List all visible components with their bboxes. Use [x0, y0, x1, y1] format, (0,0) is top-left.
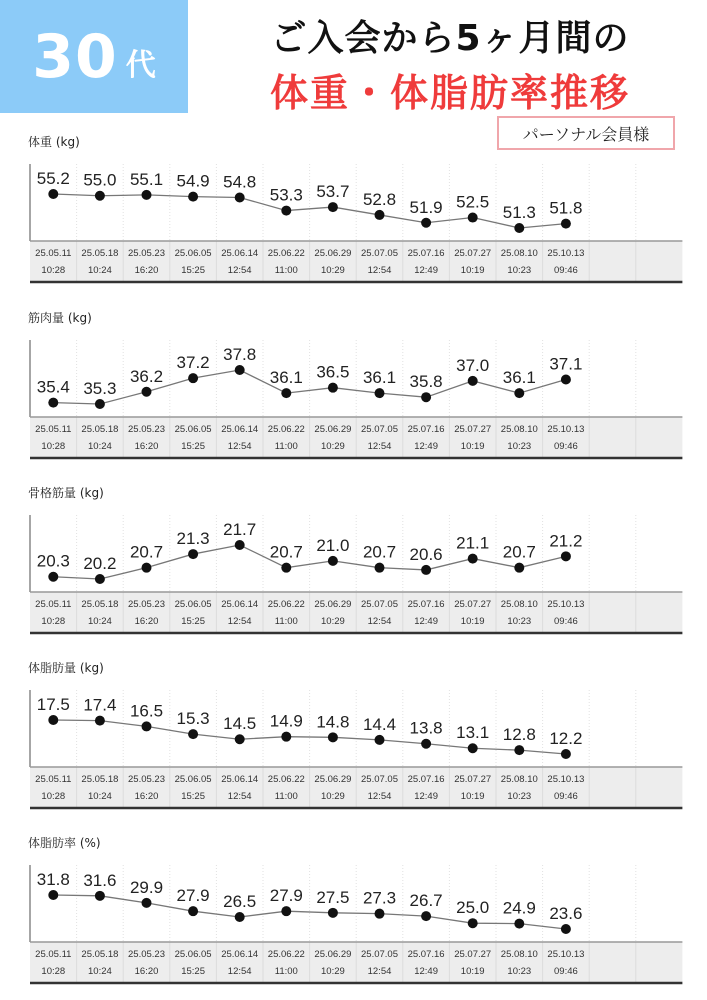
- data-point: [142, 898, 152, 908]
- x-tick-time: 11:00: [274, 441, 298, 452]
- data-point: [375, 563, 385, 573]
- data-point: [142, 387, 152, 397]
- x-tick-time: 15:25: [181, 616, 205, 627]
- data-label: 35.3: [83, 379, 117, 398]
- x-tick-time: 15:25: [181, 441, 205, 452]
- data-point: [48, 572, 58, 582]
- x-tick-date: 25.10.13: [547, 248, 585, 259]
- x-tick-date: 25.06.14: [221, 774, 259, 785]
- data-point: [95, 399, 105, 409]
- x-tick-date: 25.07.27: [454, 424, 492, 435]
- x-tick-time: 10:24: [88, 441, 112, 452]
- data-label: 24.9: [502, 898, 536, 918]
- data-point: [328, 908, 338, 918]
- data-point: [235, 365, 245, 375]
- data-label: 54.9: [176, 171, 210, 191]
- data-point: [235, 540, 245, 550]
- data-label: 53.7: [316, 182, 350, 202]
- age-group-badge: [0, 0, 188, 113]
- data-label: 27.5: [316, 887, 350, 907]
- data-point: [328, 202, 338, 212]
- x-tick-date: 25.06.22: [267, 599, 305, 610]
- data-point: [375, 210, 385, 220]
- x-tick-date: 25.05.11: [35, 424, 72, 435]
- data-label: 14.9: [269, 711, 303, 731]
- data-point: [421, 392, 431, 402]
- data-point: [421, 218, 431, 228]
- x-tick-date: 25.06.05: [174, 248, 212, 259]
- x-tick-time: 10:24: [88, 265, 112, 276]
- data-label: 55.1: [129, 169, 164, 189]
- data-label: 51.8: [549, 198, 583, 218]
- data-point: [468, 376, 478, 386]
- data-label: 36.2: [129, 366, 164, 386]
- x-tick-time: 12:54: [227, 966, 252, 977]
- x-tick-time: 10:19: [460, 441, 485, 452]
- data-label: 54.8: [223, 172, 257, 192]
- data-label: 15.3: [176, 709, 210, 729]
- x-tick-date: 25.06.14: [221, 424, 259, 435]
- data-label: 36.5: [316, 362, 350, 382]
- data-label: 20.7: [362, 542, 397, 562]
- x-tick-date: 25.06.05: [174, 774, 212, 785]
- chart-title: 骨格筋量 (kg): [28, 486, 104, 500]
- data-label: 27.9: [269, 886, 303, 906]
- data-label: 29.9: [129, 877, 164, 897]
- data-label: 52.8: [362, 189, 397, 209]
- x-tick-time: 16:20: [134, 791, 159, 802]
- data-point: [561, 375, 571, 385]
- x-tick-date: 25.06.22: [267, 248, 305, 259]
- x-tick-time: 12:49: [414, 966, 438, 977]
- line-chart: [0, 829, 707, 989]
- data-label: 31.8: [36, 870, 70, 889]
- data-label: 20.6: [409, 544, 443, 564]
- data-point: [468, 743, 478, 753]
- data-point: [561, 551, 571, 561]
- data-label: 20.2: [83, 554, 117, 573]
- data-point: [95, 191, 105, 201]
- chart-title: 体重 (kg): [28, 135, 80, 149]
- x-tick-time: 12:54: [227, 616, 252, 627]
- x-tick-date: 25.06.22: [267, 774, 305, 785]
- data-point: [328, 383, 338, 393]
- x-tick-time: 12:54: [227, 265, 252, 276]
- data-point: [514, 745, 524, 755]
- data-label: 12.8: [502, 725, 536, 745]
- data-point: [235, 192, 245, 202]
- x-tick-date: 25.10.13: [547, 424, 585, 435]
- x-tick-date: 25.06.14: [221, 248, 259, 259]
- x-tick-date: 25.05.18: [81, 424, 119, 435]
- x-tick-time: 11:00: [274, 791, 298, 802]
- x-tick-date: 25.06.05: [174, 424, 212, 435]
- line-chart: [0, 654, 707, 814]
- x-tick-date: 25.08.10: [500, 949, 538, 960]
- data-point: [235, 912, 245, 922]
- x-tick-date: 25.05.18: [81, 949, 119, 960]
- data-label: 26.5: [223, 891, 257, 911]
- x-tick-time: 16:20: [134, 441, 159, 452]
- x-tick-time: 12:54: [227, 791, 252, 802]
- x-tick-time: 12:54: [367, 616, 392, 627]
- data-label: 37.8: [223, 345, 257, 364]
- x-tick-time: 12:49: [414, 616, 438, 627]
- data-label: 55.2: [36, 169, 70, 188]
- data-label: 20.3: [36, 551, 70, 571]
- data-label: 12.2: [549, 729, 583, 748]
- x-tick-time: 12:49: [414, 791, 438, 802]
- x-tick-date: 25.05.11: [35, 248, 72, 259]
- data-point: [514, 919, 524, 929]
- x-tick-date: 25.08.10: [500, 599, 538, 610]
- data-point: [561, 219, 571, 229]
- data-label: 36.1: [502, 368, 536, 388]
- x-tick-date: 25.06.29: [314, 424, 352, 435]
- x-tick-time: 09:46: [554, 265, 578, 276]
- x-tick-time: 12:49: [414, 265, 438, 276]
- x-tick-date: 25.07.05: [361, 424, 398, 435]
- x-tick-time: 15:25: [181, 791, 205, 802]
- data-point: [468, 918, 478, 928]
- x-tick-date: 25.06.29: [314, 949, 352, 960]
- data-label: 16.5: [129, 701, 164, 721]
- x-tick-time: 12:54: [367, 265, 392, 276]
- x-tick-time: 09:46: [554, 616, 578, 627]
- data-point: [514, 223, 524, 233]
- age-number: 30: [32, 21, 118, 92]
- x-tick-time: 10:29: [321, 966, 345, 977]
- x-tick-date: 25.07.27: [454, 248, 492, 259]
- data-label: 37.0: [456, 355, 490, 375]
- data-point: [561, 749, 571, 759]
- x-tick-time: 10:28: [41, 616, 66, 627]
- x-tick-time: 15:25: [181, 265, 205, 276]
- data-point: [48, 890, 58, 900]
- data-label: 51.3: [502, 203, 536, 222]
- x-tick-time: 10:23: [507, 441, 532, 452]
- x-tick-date: 25.10.13: [547, 599, 585, 610]
- data-point: [468, 554, 478, 564]
- x-tick-date: 25.06.29: [314, 599, 352, 610]
- data-label: 55.0: [83, 170, 117, 190]
- x-tick-date: 25.06.14: [221, 599, 259, 610]
- data-point: [188, 549, 198, 559]
- x-tick-date: 25.06.29: [314, 774, 352, 785]
- page-title-line1: ご入会から5ヶ月間の: [270, 18, 630, 59]
- data-label: 27.9: [176, 886, 210, 906]
- x-tick-date: 25.05.23: [128, 774, 165, 785]
- data-label: 35.8: [409, 372, 443, 392]
- x-tick-time: 10:23: [507, 791, 532, 802]
- data-point: [188, 192, 198, 202]
- data-label: 20.7: [129, 542, 164, 562]
- x-tick-date: 25.05.23: [128, 599, 165, 610]
- x-tick-time: 12:54: [227, 441, 252, 452]
- data-label: 27.3: [362, 888, 397, 908]
- data-point: [95, 574, 105, 584]
- page-title-line2: 体重・体脂肪率推移: [269, 71, 630, 115]
- data-label: 17.5: [36, 695, 70, 714]
- data-label: 17.4: [83, 695, 117, 715]
- x-tick-date: 25.05.23: [128, 949, 165, 960]
- data-point: [95, 716, 105, 726]
- data-label: 20.7: [269, 542, 303, 562]
- x-tick-time: 12:54: [367, 441, 392, 452]
- x-tick-date: 25.05.11: [35, 949, 72, 960]
- x-tick-time: 10:29: [321, 441, 345, 452]
- x-tick-date: 25.05.11: [35, 599, 72, 610]
- data-label: 21.7: [223, 520, 257, 539]
- x-tick-time: 11:00: [274, 616, 298, 627]
- data-point: [281, 206, 291, 216]
- chart-title: 体脂肪量 (kg): [28, 661, 104, 675]
- x-tick-date: 25.05.11: [35, 774, 72, 785]
- data-point: [142, 190, 152, 200]
- x-tick-date: 25.07.27: [454, 599, 492, 610]
- data-point: [142, 721, 152, 731]
- x-tick-time: 09:46: [554, 791, 578, 802]
- chart-title: 筋肉量 (kg): [28, 311, 92, 325]
- data-label: 37.1: [549, 354, 583, 374]
- data-label: 21.1: [456, 533, 490, 553]
- data-point: [281, 906, 291, 916]
- data-point: [142, 563, 152, 573]
- x-tick-date: 25.05.18: [81, 599, 119, 610]
- x-tick-time: 10:28: [41, 966, 66, 977]
- x-tick-date: 25.08.10: [500, 424, 538, 435]
- x-tick-time: 10:28: [41, 791, 66, 802]
- data-label: 14.5: [223, 714, 257, 734]
- x-tick-time: 10:28: [41, 265, 66, 276]
- data-label: 21.3: [176, 529, 210, 549]
- data-label: 20.7: [502, 542, 536, 562]
- x-tick-date: 25.06.05: [174, 949, 212, 960]
- data-label: 53.3: [269, 185, 303, 205]
- data-label: 36.1: [362, 368, 397, 388]
- x-tick-time: 16:20: [134, 265, 159, 276]
- x-tick-date: 25.06.22: [267, 949, 305, 960]
- data-label: 13.8: [409, 718, 443, 738]
- data-label: 36.1: [269, 368, 303, 388]
- x-tick-time: 11:00: [274, 265, 298, 276]
- data-point: [375, 388, 385, 398]
- data-point: [375, 735, 385, 745]
- data-label: 21.0: [316, 535, 350, 555]
- x-tick-date: 25.06.05: [174, 599, 212, 610]
- data-point: [95, 891, 105, 901]
- x-tick-time: 12:54: [367, 966, 392, 977]
- x-tick-date: 25.05.18: [81, 774, 119, 785]
- x-tick-date: 25.07.05: [361, 774, 398, 785]
- x-tick-date: 25.07.05: [361, 599, 398, 610]
- data-point: [48, 189, 58, 199]
- x-tick-date: 25.05.23: [128, 424, 165, 435]
- x-tick-date: 25.08.10: [500, 248, 538, 259]
- data-point: [421, 911, 431, 921]
- data-point: [281, 563, 291, 573]
- x-tick-time: 10:24: [88, 966, 112, 977]
- data-label: 25.0: [456, 898, 490, 918]
- x-tick-date: 25.06.29: [314, 248, 352, 259]
- x-tick-time: 10:29: [321, 265, 345, 276]
- data-point: [235, 734, 245, 744]
- line-chart: [0, 304, 707, 464]
- x-tick-time: 10:24: [88, 791, 112, 802]
- x-tick-date: 25.06.14: [221, 949, 259, 960]
- chart-title: 体脂肪率 (%): [28, 836, 101, 850]
- x-tick-time: 09:46: [554, 441, 578, 452]
- member-type-badge: パーソナル会員様: [497, 116, 675, 150]
- x-tick-time: 09:46: [554, 966, 578, 977]
- x-tick-date: 25.07.16: [407, 774, 445, 785]
- x-tick-time: 10:23: [507, 265, 532, 276]
- data-point: [188, 906, 198, 916]
- x-tick-date: 25.07.27: [454, 774, 492, 785]
- x-tick-date: 25.10.13: [547, 949, 585, 960]
- data-label: 52.5: [456, 192, 490, 212]
- x-tick-time: 10:19: [460, 966, 485, 977]
- x-tick-date: 25.07.05: [361, 949, 398, 960]
- data-point: [514, 563, 524, 573]
- data-label: 14.4: [362, 714, 397, 734]
- data-point: [281, 732, 291, 742]
- data-point: [421, 565, 431, 575]
- x-tick-time: 10:19: [460, 791, 485, 802]
- x-tick-time: 16:20: [134, 616, 159, 627]
- data-point: [188, 729, 198, 739]
- x-tick-time: 15:25: [181, 966, 205, 977]
- data-label: 51.9: [409, 197, 443, 217]
- x-tick-time: 16:20: [134, 966, 159, 977]
- x-tick-date: 25.07.27: [454, 949, 492, 960]
- data-label: 26.7: [409, 891, 443, 911]
- x-tick-time: 10:19: [460, 265, 485, 276]
- x-tick-date: 25.06.22: [267, 424, 305, 435]
- x-tick-date: 25.07.16: [407, 424, 445, 435]
- x-tick-time: 12:49: [414, 441, 438, 452]
- data-label: 35.4: [36, 377, 70, 397]
- x-tick-date: 25.07.16: [407, 248, 445, 259]
- data-point: [421, 739, 431, 749]
- x-tick-time: 10:23: [507, 616, 532, 627]
- data-label: 21.2: [549, 531, 583, 551]
- data-label: 37.2: [176, 353, 210, 373]
- x-tick-date: 25.10.13: [547, 774, 585, 785]
- data-label: 31.6: [83, 870, 117, 890]
- data-point: [514, 388, 524, 398]
- data-point: [48, 715, 58, 725]
- x-tick-date: 25.05.23: [128, 248, 165, 259]
- data-point: [188, 373, 198, 383]
- line-chart: [0, 128, 707, 288]
- data-label: 23.6: [549, 904, 583, 923]
- x-tick-time: 10:29: [321, 616, 345, 627]
- x-tick-date: 25.08.10: [500, 774, 538, 785]
- x-tick-time: 10:19: [460, 616, 485, 627]
- data-label: 14.8: [316, 712, 350, 732]
- x-tick-time: 10:28: [41, 441, 66, 452]
- data-point: [48, 398, 58, 408]
- data-point: [281, 388, 291, 398]
- data-point: [328, 556, 338, 566]
- x-tick-time: 12:54: [367, 791, 392, 802]
- data-point: [468, 213, 478, 223]
- age-suffix: 代: [125, 47, 156, 83]
- data-label: 13.1: [456, 723, 490, 743]
- x-tick-date: 25.05.18: [81, 248, 119, 259]
- x-tick-time: 11:00: [274, 966, 298, 977]
- data-point: [375, 909, 385, 919]
- x-tick-date: 25.07.16: [407, 599, 445, 610]
- line-chart: [0, 479, 707, 639]
- data-point: [328, 732, 338, 742]
- x-tick-date: 25.07.16: [407, 949, 445, 960]
- x-tick-time: 10:24: [88, 616, 112, 627]
- x-tick-time: 10:29: [321, 791, 345, 802]
- x-tick-time: 10:23: [507, 966, 532, 977]
- data-point: [561, 924, 571, 934]
- x-tick-date: 25.07.05: [361, 248, 398, 259]
